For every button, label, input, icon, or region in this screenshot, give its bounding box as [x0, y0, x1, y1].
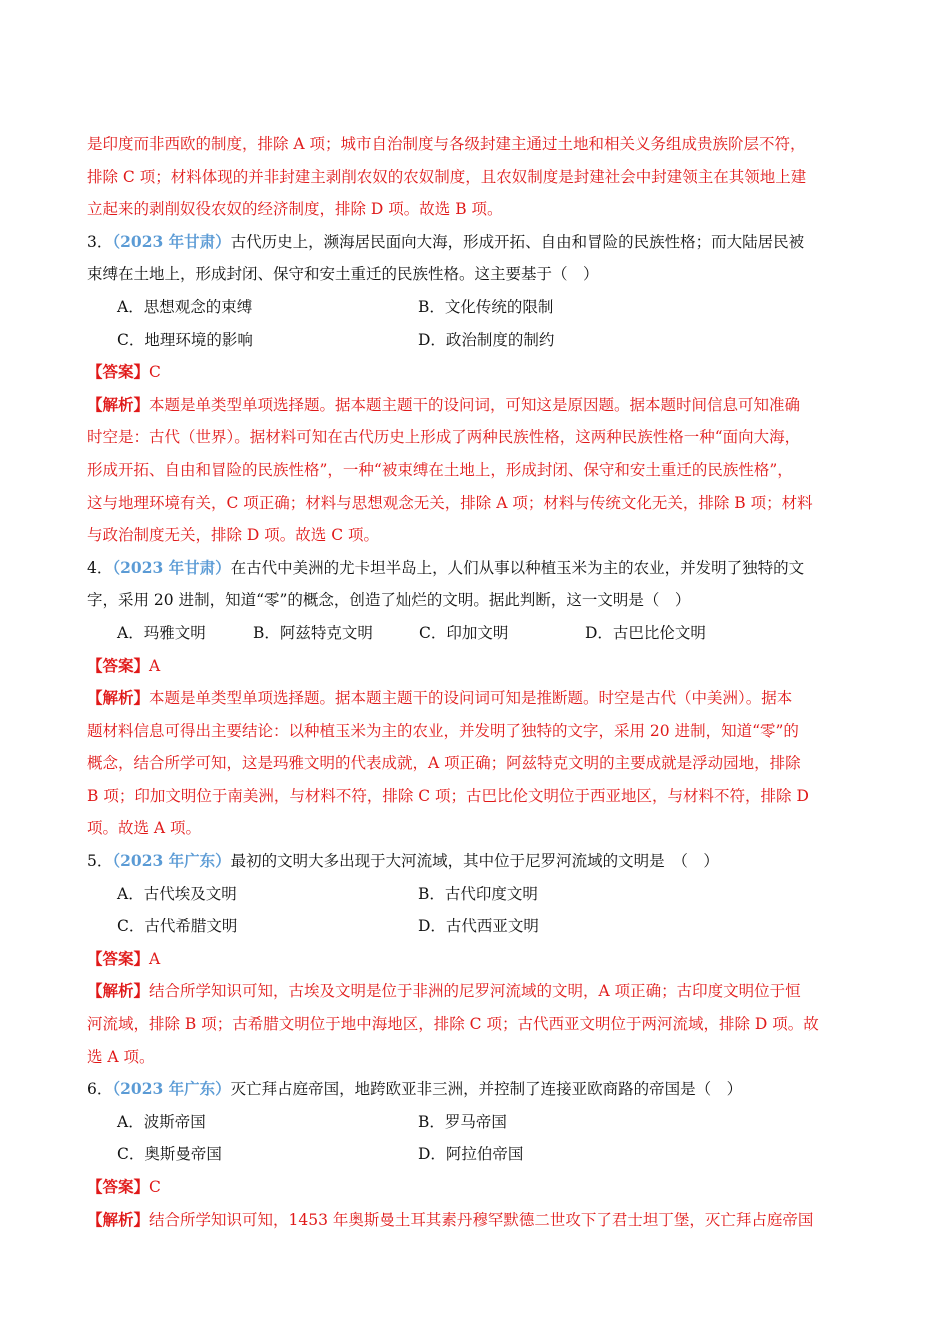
analysis-line — [87, 1204, 865, 1237]
analysis-text: 结合所学知识可知，1453 年奥斯曼土耳其素丹穆罕默德二世攻下了君士坦丁堡，灭亡拜占庭帝国 — [149, 1210, 814, 1229]
options-row — [87, 617, 865, 650]
answer-label: 【答案】 — [87, 655, 150, 675]
question-3 — [87, 226, 865, 552]
answer-label: 【答案】 — [87, 948, 150, 968]
analysis-label: 【解析】 — [87, 981, 150, 1001]
option-d: D．政治制度的制约 — [418, 330, 555, 349]
analysis-text: 本题是单类型单项选择题。据本题主题干的设问词，可知这是原因题。据本题时间信息可知准确 — [149, 395, 801, 414]
option-d: D．阿拉伯帝国 — [418, 1145, 524, 1164]
option-c: C．印加文明 — [419, 623, 509, 642]
analysis-label: 【解析】 — [87, 394, 150, 414]
option-b: B．文化传统的限制 — [418, 297, 554, 316]
answer-value: A — [149, 656, 161, 675]
answer-line — [87, 650, 865, 683]
analysis-line: 形成开拓、自由和冒险的民族性格”，一种“被束缚在土地上，形成封闭、保守和安土重迁的民族性格”， — [87, 460, 793, 479]
analysis-line: 项。故选 A 项。 — [87, 819, 202, 838]
question-stem — [87, 1073, 865, 1106]
analysis-line — [87, 975, 865, 1008]
analysis-line — [87, 682, 865, 715]
analysis-continuation-line: 立起来的剥削奴役农奴的经济制度，排除 D 项。故选 B 项。 — [87, 200, 503, 219]
option-a: A．玛雅文明 — [117, 623, 206, 642]
option-a: A．思想观念的束缚 — [117, 297, 253, 316]
option-b: B．阿兹特克文明 — [253, 623, 373, 642]
option-a: A．波斯帝国 — [117, 1112, 206, 1131]
option-d: D．古代西亚文明 — [418, 917, 539, 936]
page-content — [87, 128, 865, 1236]
analysis-line: 河流域，排除 B 项；古希腊文明位于地中海地区，排除 C 项；古代西亚文明位于两河流域，排除 D 项。故 — [87, 1015, 819, 1034]
question-source: （2023 年广东） — [112, 1079, 231, 1099]
question-4 — [87, 552, 865, 845]
question-source: （2023 年甘肃） — [112, 231, 231, 251]
analysis-line: 时空是：古代（世界）。据材料可知在古代历史上形成了两种民族性格，这两种民族性格一种“面向大海， — [87, 428, 801, 447]
options-row — [87, 910, 865, 943]
analysis-continuation-line: 排除 C 项；材料体现的并非封建主剥削农奴的农奴制度，且农奴制度是封建社会中封建领主在其领地上建 — [87, 167, 807, 186]
question-stem-text: 灭亡拜占庭帝国，地跨欧亚非三洲，并控制了连接亚欧商路的帝国是（ ） — [230, 1080, 743, 1099]
analysis-label: 【解析】 — [87, 688, 150, 708]
analysis-line — [87, 389, 865, 422]
option-c: C．古代希腊文明 — [117, 917, 238, 936]
question-stem-text: 最初的文明大多出现于大河流域，其中位于尼罗河流域的文明是 （ ） — [230, 852, 719, 871]
question-number: 6． — [87, 1080, 113, 1099]
option-b: B．古代印度文明 — [418, 884, 538, 903]
option-d: D．古巴比伦文明 — [585, 623, 706, 642]
option-b: B．罗马帝国 — [418, 1112, 507, 1131]
option-a: A．古代埃及文明 — [117, 884, 237, 903]
answer-value: C — [149, 1178, 161, 1196]
analysis-text: 结合所学知识可知，古埃及文明是位于非洲的尼罗河流域的文明，A 项正确；古印度文明位于恒 — [149, 982, 801, 1001]
question-stem — [87, 552, 865, 585]
analysis-line: 这与地理环境有关，C 项正确；材料与思想观念无关，排除 A 项；材料与传统文化无关，排除 B 项；材料 — [87, 493, 813, 512]
analysis-continuation-line: 是印度而非西欧的制度，排除 A 项；城市自治制度与各级封建主通过土地和相关义务组成贵族阶层不符， — [87, 135, 806, 153]
options-row — [87, 291, 865, 324]
options-row — [87, 324, 865, 357]
answer-line — [87, 943, 865, 976]
answer-label: 【答案】 — [87, 1177, 150, 1196]
question-stem-line: 束缚在土地上，形成封闭、保守和安土重迁的民族性格。这主要基于（ ） — [87, 265, 599, 284]
analysis-line: 概念，结合所学可知，这是玛雅文明的代表成就，A 项正确；阿兹特克文明的主要成就是浮动园地，排除 — [87, 754, 801, 773]
question-5 — [87, 845, 865, 1073]
question-6 — [87, 1073, 865, 1236]
answer-value: C — [149, 363, 161, 382]
answer-line — [87, 1171, 865, 1204]
answer-line — [87, 356, 865, 389]
option-c: C．地理环境的影响 — [117, 330, 253, 349]
analysis-line: 题材料信息可得出主要结论：以种植玉米为主的农业，并发明了独特的文字，采用 20 进制，知道“零”的 — [87, 721, 799, 740]
analysis-text: 本题是单类型单项选择题。据本题主题干的设问词可知是推断题。时空是古代（中美洲）。据本 — [149, 689, 793, 708]
answer-label: 【答案】 — [87, 362, 150, 382]
question-stem-text: 在古代中美洲的尤卡坦半岛上，人们从事以种植玉米为主的农业，并发明了独特的文 — [230, 558, 805, 577]
question-source: （2023 年广东） — [112, 851, 231, 871]
question-stem — [87, 226, 865, 259]
analysis-line: 与政治制度无关，排除 D 项。故选 C 项。 — [87, 526, 379, 545]
analysis-line: B 项；印加文明位于南美洲，与材料不符，排除 C 项；古巴比伦文明位于西亚地区，与材料不符，排除 D — [87, 786, 809, 805]
question-number: 4． — [87, 558, 113, 577]
answer-value: A — [149, 949, 161, 968]
question-source: （2023 年甘肃） — [112, 557, 231, 577]
analysis-line: 选 A 项。 — [87, 1047, 155, 1066]
options-row — [87, 1138, 865, 1171]
question-number: 3． — [87, 232, 113, 251]
options-row — [87, 878, 865, 911]
question-number: 5． — [87, 852, 113, 871]
analysis-label: 【解析】 — [87, 1209, 150, 1229]
question-stem — [87, 845, 865, 878]
question-stem-text: 古代历史上，濒海居民面向大海，形成开拓、自由和冒险的民族性格；而大陆居民被 — [230, 232, 805, 251]
option-c: C．奥斯曼帝国 — [117, 1145, 222, 1164]
question-stem-line: 字，采用 20 进制，知道“零”的概念，创造了灿烂的文明。据此判断，这一文明是（ ） — [87, 591, 691, 610]
options-row — [87, 1106, 865, 1139]
